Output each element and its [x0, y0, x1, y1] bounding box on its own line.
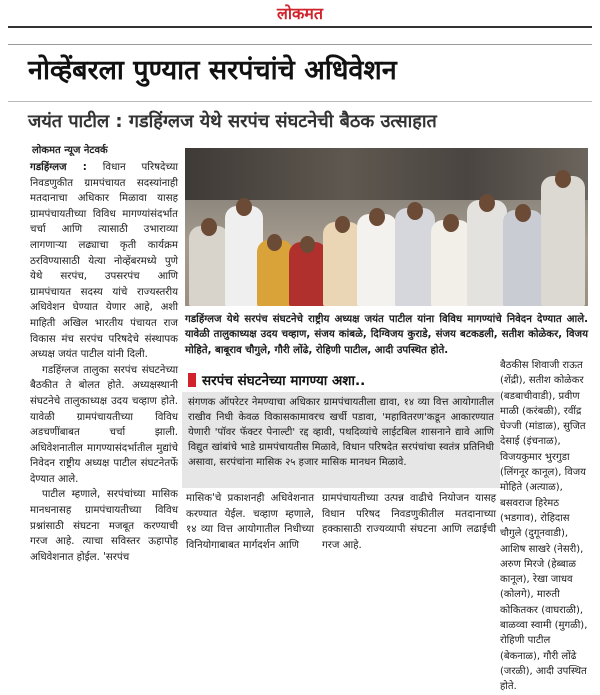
photo-caption: गडहिंग्लज येथे सरपंच संघटनेचे राष्ट्रीय अध्यक्ष जयंत पाटील यांना विविध मागण्यांचे निवेदन देण्यात आले. यावेळी तालुकाध्यक्ष उदय चव्हाण, संजय कांबळे, दिग्विजय कुराडे, संजय बटकडली, सतीश कोळेकर, विजय मोहिते, बाबूराव चौगुले, गौरी लोंढे, रोहिणी पाटील, आदी उपस्थित होते.: [185, 314, 588, 356]
article-column-3: ग्रामपंचायतीच्या उत्पन्न वाढीचे नियोजन यासह विधान परिषद निवडणुकीतील मतदानाच्या हक्कासाठी राज्यव्यापी संघटना आणि लढाईची गरज आहे.: [322, 493, 496, 551]
headline-divider: [8, 101, 592, 102]
demands-heading: [188, 371, 422, 390]
headline: नोव्हेंबरला पुण्यात सरपंचांचे अधिवेशन: [28, 55, 397, 86]
top-rule-thin: [8, 44, 592, 45]
masthead: [0, 2, 600, 24]
lead-text: विधान परिषदेच्या निवडणुकीत ग्रामपंचायत सदस्यांनाही मतदानाचा अधिकार मिळावा यासह ग्रामपंचायतीच्या विविध मागण्यांसंदर्भात चर्चा आणि त्यासाठी उभाराव्या लागणाऱ्या लढ्याचा कृती कार्यक्रम ठरविण्यासाठी येत्या नोव्हेंबरमध्ये पुणे येथे सरपंच, उपसरपंच आणि ग्रामपंचायत सदस्य यांचे राज्यस्तरीय अधिवेशन घेण्यात येणार आहे, अशी माहिती अखिल भारतीय पंचायत राज विकास मंच सरपंच परिषदेचे संस्थापक अध्यक्ष जयंत पाटील यांनी दिली.: [30, 162, 178, 361]
heading-marker: [188, 373, 196, 387]
attendees-list: बैठकीस शिवाजी राऊत (शेंद्री), सतीश कोळेकर (बडबाचीवाडी), प्रवीण माळी (करंबळी), रवींद्र घेज्जी (मांडाळ), सुजित देसाई (इंचनाळ), विजयकुमार भुरगुडा (लिंगनूर कानूल), विजय मोहिते (अत्याळ), बसवराज हिरेमठ (भडगाव), रोहिदास चौगुले (दुगूनवाडी), आशिष साखरे (नेसरी), अरुण मिरजे (हेब्बाळ कानूल), रेखा जाधव (कोलगे), मारुती कोकितकर (वाघराळी), बाळव्वा स्वामी (मुगळी), रोहिणी पाटील (बेकनाळ), गौरी लोंढे (जरळी), आदी उपस्थित होते.: [500, 360, 588, 693]
paragraph-2: गडहिंग्लज तालुका सरपंच संघटनेच्या बैठकीत ते बोलत होते. अध्यक्षस्थानी संघटनेचे तालुकाध्यक्ष उदय चव्हाण होते. यावेळी ग्रामपंचायतीच्या विविध अडचणींबाबत चर्चा झाली. अधिवेशनातील मागण्यासंदर्भातील मुद्यांचे निवेदन राष्ट्रीय अध्यक्ष पाटील संघटनेतर्फे देण्यात आले.: [30, 364, 178, 485]
newspaper-logo: लोकमत: [277, 4, 323, 23]
article-column-1: [30, 160, 178, 563]
news-photo: [185, 148, 588, 306]
byline: लोकमत न्यूज नेटवर्क: [32, 145, 108, 156]
top-rule: [8, 26, 592, 28]
lead-paragraph: [30, 160, 178, 363]
photo-background: [185, 148, 588, 200]
paragraph-3: पाटील म्हणाले, सरपंचांच्या मासिक मानधनासह ग्रामपंचायतीच्या विविध प्रश्नांसाठी संघटना मजबूत करण्याची गरज आहे. त्याचा सविस्तर ऊहापोह अधिवेशनात होईल. 'सरपंच: [30, 489, 178, 563]
article-column-2: मासिक'चे प्रकाशनही अधिवेशनात करण्यात येईल. चव्हाण म्हणाले, १४ व्या वित्त आयोगातील निधीच्या विनियोगाबाबत मार्गदर्शन आणि: [186, 493, 314, 551]
subheadline: जयंत पाटील : गडहिंग्लज येथे सरपंच संघटनेची बैठक उत्साहात: [28, 111, 437, 132]
demands-box: संगणक ऑपरेटर नेमण्याचा अधिकार ग्रामपंचायतीला द्यावा, १४ व्या वित्त आयोगातील राखीव निधी केवळ विकासकामावरच खर्ची पडावा, 'महावितरण'कडून आकारण्यात येणारी 'पॉवर फॅक्टर पेनाल्टी' रद्द व्हावी, पथदिव्यांचे लाईटबिल शासनाने द्यावे आणि विद्युत खांबांचे भाडे ग्रामपंचायतीस मिळावे, विधान परिषदेत सरपंचांचा स्वतंत्र प्रतिनिधी असावा, सरपंचांना मासिक २५ हजार मासिक मानधन मिळावे.: [182, 392, 500, 488]
demands-title: सरपंच संघटनेच्या मागण्या अशा..: [202, 373, 366, 389]
dateline: गडहिंग्लज :: [30, 162, 87, 173]
